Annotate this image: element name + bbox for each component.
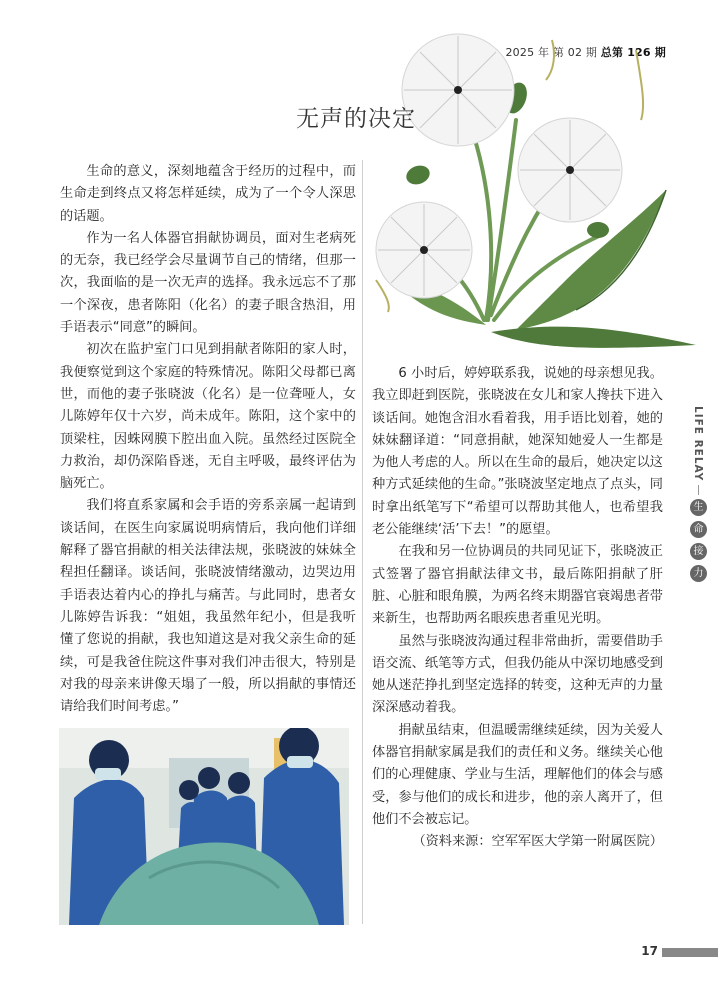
right-column (372, 363, 663, 854)
section-char: 力 (690, 565, 707, 582)
section-english-label: LIFE RELAY (692, 406, 704, 482)
column-divider (362, 160, 363, 924)
paragraph: 在我和另一位协调员的共同见证下，张晓波正式签署了器官捐献法律文书，最后陈阳捐献了肝脏、心脏和眼角膜，为两名终末期器官衰竭患者带来新生，也帮助两名眼疾患者重见光明。 (372, 544, 663, 627)
issue-total: 总第 126 期 (600, 46, 666, 59)
paragraph: 捐献虽结束，但温暖需继续延续，因为关爱人体器官捐献家属是我们的责任和义务。继续关心他们的心理健康、学业与生活，理解他们的体会与感受，参与他们的成长和进步，他的亲人离开了，但他们不会被忘记。 (372, 722, 663, 827)
surgery-photo (59, 728, 349, 925)
paragraph: 生命的意义，深刻地蕴含于经历的过程中，而生命走到终点又将怎样延续，成为了一个令人深思的话题。 (60, 164, 356, 224)
source-note: （资料来源：空军军医大学第一附属医院） (412, 834, 663, 850)
page-number-bar (662, 948, 718, 957)
left-column (60, 161, 356, 718)
paragraph: 6 小时后，婷婷联系我，说她的母亲想见我。我立即赶到医院，张晓波在女儿和家人搀扶下进入谈话间。她饱含泪水看着我，用手语比划着，她的妹妹翻译道：“同意捐献，她深知她爱人一生都是为他人考虑的人。所以在生命的最后，她决定以这种方式延续他的生命。”张晓波坚定地点了点头，同时拿出纸笔写下“希望可以帮助其他人，也希望我老公能继续‘活’下去！”的愿望。 (372, 366, 663, 538)
section-sidebar (686, 406, 712, 587)
paragraph: 作为一名人体器官捐献协调员，面对生老病死的无奈，我已经学会尽量调节自己的情绪，但那一次，我面临的是一次无声的选择。我永远忘不了那一个深夜，患者陈阳（化名）的妻子眼含热泪，用手语表示“同意”的瞬间。 (60, 230, 356, 336)
article-title: 无声的决定 (296, 106, 416, 132)
sidebar-rule (698, 485, 699, 495)
section-char: 接 (690, 543, 707, 560)
dandelion-illustration (366, 20, 700, 360)
page-number: 17 (641, 944, 658, 958)
section-char: 命 (690, 521, 707, 538)
issue-number: 2025 年 第 02 期 (505, 46, 598, 59)
paragraph: 我们将直系家属和会手语的旁系亲属一起请到谈话间，在医生向家属说明病情后，我向他们详细解释了器官捐献的相关法律法规，张晓波的妹妹全程担任翻译。谈话间，张晓波情绪激动，边哭边用手语表达着内心的挣扎与痛苦。与此同时，患者女儿陈婷告诉我：“姐姐，我虽然年纪小，但是我听懂了您说的捐献，我也知道这是对我父亲生命的延续，可是我爸住院这件事对我们冲击很大，特别是对我的母亲来讲像天塌了一般，所以捐献的事情还请给我们时间考虑。” (60, 498, 356, 715)
paragraph: 初次在监护室门口见到捐献者陈阳的家人时，我便察觉到这个家庭的特殊情况。陈阳父母都已离世，而他的妻子张晓波（化名）是一位聋哑人，女儿陈婷年仅十六岁，尚未成年。陈阳，这个家中的顶梁柱，因蛛网膜下腔出血入院。虽然经过医院全力救治，却仍深陷昏迷，无自主呼吸，最终评估为脑死亡。 (60, 342, 356, 492)
section-char: 生 (690, 499, 707, 516)
paragraph: 虽然与张晓波沟通过程非常曲折，需要借助手语交流、纸笔等方式，但我仍能从中深切地感受到她从迷茫挣扎到坚定选择的转变，这种无声的力量深深感动着我。 (372, 633, 663, 716)
